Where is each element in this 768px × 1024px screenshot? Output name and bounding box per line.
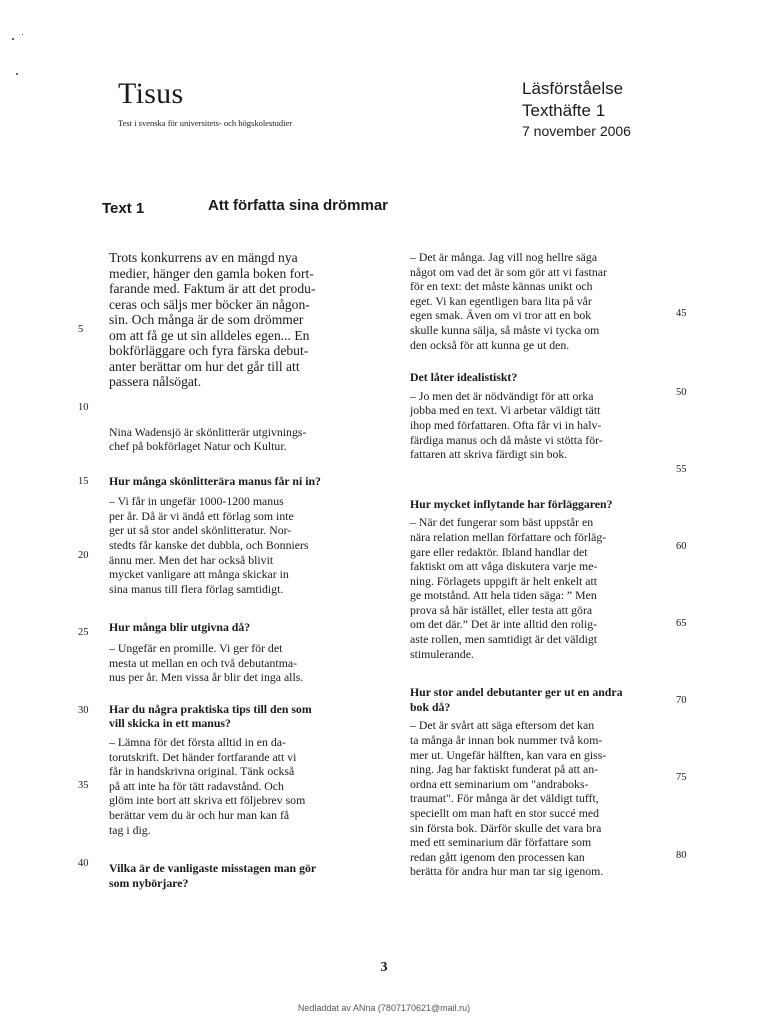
body-paragraph [109, 641, 394, 685]
text-line: – Lämna för det första alltid in en da- [109, 735, 286, 749]
line-number: 5 [78, 324, 84, 335]
right-column [410, 250, 668, 879]
interview-question [410, 685, 668, 714]
text-heading [102, 197, 389, 217]
text-line: Vilka är de vanligaste misstagen man gör [109, 861, 317, 876]
text-line: – När det fungerar som bäst uppstår en [410, 515, 594, 530]
scan-speck [22, 34, 23, 35]
test-brand [118, 78, 292, 128]
lead-paragraph [109, 250, 394, 390]
text-line: nus per år. Men vissa år blir det inga alls. [109, 670, 304, 685]
text-line: bok då? [410, 699, 451, 714]
text-line: – Vi får in ungefär 1000-1200 manus [109, 494, 284, 509]
scan-speck [16, 73, 18, 75]
body-paragraph [410, 718, 668, 879]
interview-question [410, 370, 668, 385]
line-number: 75 [676, 772, 687, 783]
text-line: något om vad det är som gör att vi fastnar [410, 264, 607, 279]
left-column [109, 250, 394, 890]
text-line: ge motstånd. Att hela tiden säga: ” Men [410, 588, 597, 603]
text-line: Hur många skönlitterära manus får ni in? [109, 473, 321, 488]
text-line: ta många år innan bok nummer två kom- [410, 733, 603, 748]
text-line: gare eller redaktör. Ibland handlar det [410, 544, 588, 559]
line-number: 40 [78, 858, 89, 869]
text-line: jobba med en text. Vi arbetar väldigt tätt [410, 403, 601, 418]
text-line: glöm inte bort att skriva ett följebrev som [109, 793, 306, 808]
text-line: Hur mycket inflytande har förläggaren? [410, 496, 613, 511]
text-line: den också för att kunna ge ut den. [410, 337, 570, 352]
text-line: för en text: det måste kännas unikt och [410, 279, 593, 294]
text-line: stimulerande. [410, 646, 474, 661]
line-number: 10 [78, 402, 89, 413]
line-number: 50 [676, 387, 687, 398]
text-line: redan gått igenom den processen kan [410, 849, 585, 864]
body-paragraph [109, 735, 394, 837]
test-title: Tisus [118, 77, 184, 110]
text-line: ning. Jag har faktiskt funderat på att an- [410, 762, 599, 777]
line-number: 45 [676, 308, 687, 319]
text-line: med ett seminarium där författare som [410, 835, 592, 850]
text-line: mer ut. Ungefär hälften, kan vara en giss- [410, 747, 607, 762]
line-number: 25 [78, 627, 89, 638]
text-line: sin första bok. Därför skulle det vara bra [410, 820, 602, 835]
interview-question [109, 861, 394, 890]
text-line: aste rollen, men samtidigt är det väldigt [410, 632, 598, 647]
text-line: Det låter idealistiskt? [410, 370, 518, 385]
page-number: 3 [380, 960, 388, 975]
line-number: 35 [78, 780, 89, 791]
line-number: 60 [676, 541, 687, 552]
text-line: ordna ett seminarium om "andraboks- [410, 776, 589, 791]
booklet-info [522, 78, 631, 140]
text-line: medier, hänger den gamla boken fort- [109, 265, 314, 281]
text-line: ihop med författaren. Ofta får vi in halv- [410, 417, 602, 432]
text-line: om att få ge ut sin alldeles egen... En [109, 327, 310, 343]
text-line: på att inte ha för tätt radavstånd. Och [109, 778, 284, 793]
line-number: 70 [676, 695, 687, 706]
text-line: vill skicka in ett manus? [109, 716, 231, 731]
text-line: sin. Och många är de som drömmer [109, 312, 304, 327]
text-line: får in handskrivna original. Tänk också [109, 764, 295, 779]
line-number: 30 [78, 705, 89, 716]
text-line: skulle kunna sälja, så måste vi tycka om [410, 322, 600, 337]
text-line: chef på bokförlaget Natur och Kultur. [109, 439, 287, 454]
text-line: eget. Vi kan egentligen bara lita på vår [410, 293, 592, 308]
text-line: faktiskt om att våga diskutera varje me- [410, 559, 598, 574]
exam-date: 7 november 2006 [522, 123, 631, 139]
text-line: om det där.” Det är inte alltid den rolig- [410, 617, 598, 632]
text-line: mycket vanligare att många skickar in [109, 567, 289, 582]
text-line: speciellt om man haft en stor succé med [410, 806, 600, 820]
section-name: Läsförståelse [522, 79, 624, 98]
text-line: Trots konkurrens av en mängd nya [109, 250, 298, 265]
text-title: Att författa sina drömmar [208, 197, 389, 214]
line-number: 80 [676, 850, 687, 861]
text-line: – Det är svårt att säga eftersom det kan [410, 718, 595, 733]
text-line: färdiga manus och då måste vi stötta för- [410, 432, 603, 447]
text-line: sina manus till flera förlag samtidigt. [109, 581, 284, 596]
text-line: ceras och säljs mer böcker än någon- [109, 296, 310, 312]
interview-question [109, 474, 394, 489]
text-line: berätta för andra hur man tar sig igenom. [410, 864, 604, 879]
body-paragraph [109, 425, 394, 454]
text-line: berättar vem du är och hur man kan få [109, 807, 290, 822]
body-paragraph [109, 494, 394, 596]
interview-question [109, 702, 394, 731]
text-line: mesta ut mellan en och två debutantma- [109, 655, 298, 670]
test-subtitle: Test i svenska för universitets- och högskolestudier [118, 118, 293, 128]
text-line: passera nålsögat. [109, 374, 202, 389]
text-line: – Jo men det är nödvändigt för att orka [410, 388, 594, 403]
body-paragraph [410, 250, 668, 352]
text-line: – Ungefär en promille. Vi ger för det [109, 641, 283, 656]
line-number: 15 [78, 476, 89, 487]
text-line: tag i dig. [109, 822, 151, 837]
line-number: 55 [676, 464, 687, 475]
interview-question [109, 620, 394, 635]
text-line: prova så här istället, eller testa att göra [410, 602, 593, 617]
text-line: Nina Wadensjö är skönlitterär utgivnings- [109, 424, 307, 439]
text-line: torutskrift. Det händer fortfarande att vi [109, 749, 297, 764]
text-line: – Det är många. Jag vill nog hellre säga [410, 250, 598, 264]
line-number: 20 [78, 550, 89, 561]
text-line: som nybörjare? [109, 875, 189, 890]
text-line: farande med. Faktum är att det produ- [109, 281, 316, 296]
text-line: per år. Då är vi ändå ett förlag som inte [109, 508, 294, 523]
interview-question [410, 497, 668, 512]
booklet-name: Texthäfte 1 [522, 101, 606, 120]
text-line: anter berättar om hur det går till att [109, 358, 300, 374]
text-label: Text 1 [102, 200, 145, 217]
text-line: Hur stor andel debutanter ger ut en andra [410, 685, 623, 700]
text-line: egen smak. Även om vi tror att en bok [410, 308, 592, 323]
text-line: nära relation mellan författare och förläg- [410, 529, 607, 544]
text-line: ännu mer. Men det har också blivit [109, 552, 274, 567]
text-line: bokförläggare och fyra färska debut- [109, 343, 309, 358]
download-footer: Nedladdat av ANna (7807170621@mail.ru) [297, 1003, 471, 1013]
text-line: Hur många blir utgivna då? [109, 620, 251, 635]
line-number: 65 [676, 618, 687, 629]
body-paragraph [410, 515, 668, 661]
body-paragraph [410, 389, 668, 462]
text-line: ning. Förlagets uppgift är helt enkelt att [410, 573, 598, 588]
scan-speck [12, 38, 14, 40]
text-line: stedts får kanske det dubbla, och Bonniers [109, 538, 309, 553]
text-line: traumat". För många är det väldigt tufft, [410, 791, 599, 806]
text-line: Har du några praktiska tips till den som [109, 701, 312, 716]
text-line: ger ut så stor andel skönlitteratur. Nor- [109, 523, 292, 538]
text-line: fattaren att skriva färdigt sin bok. [410, 447, 568, 462]
